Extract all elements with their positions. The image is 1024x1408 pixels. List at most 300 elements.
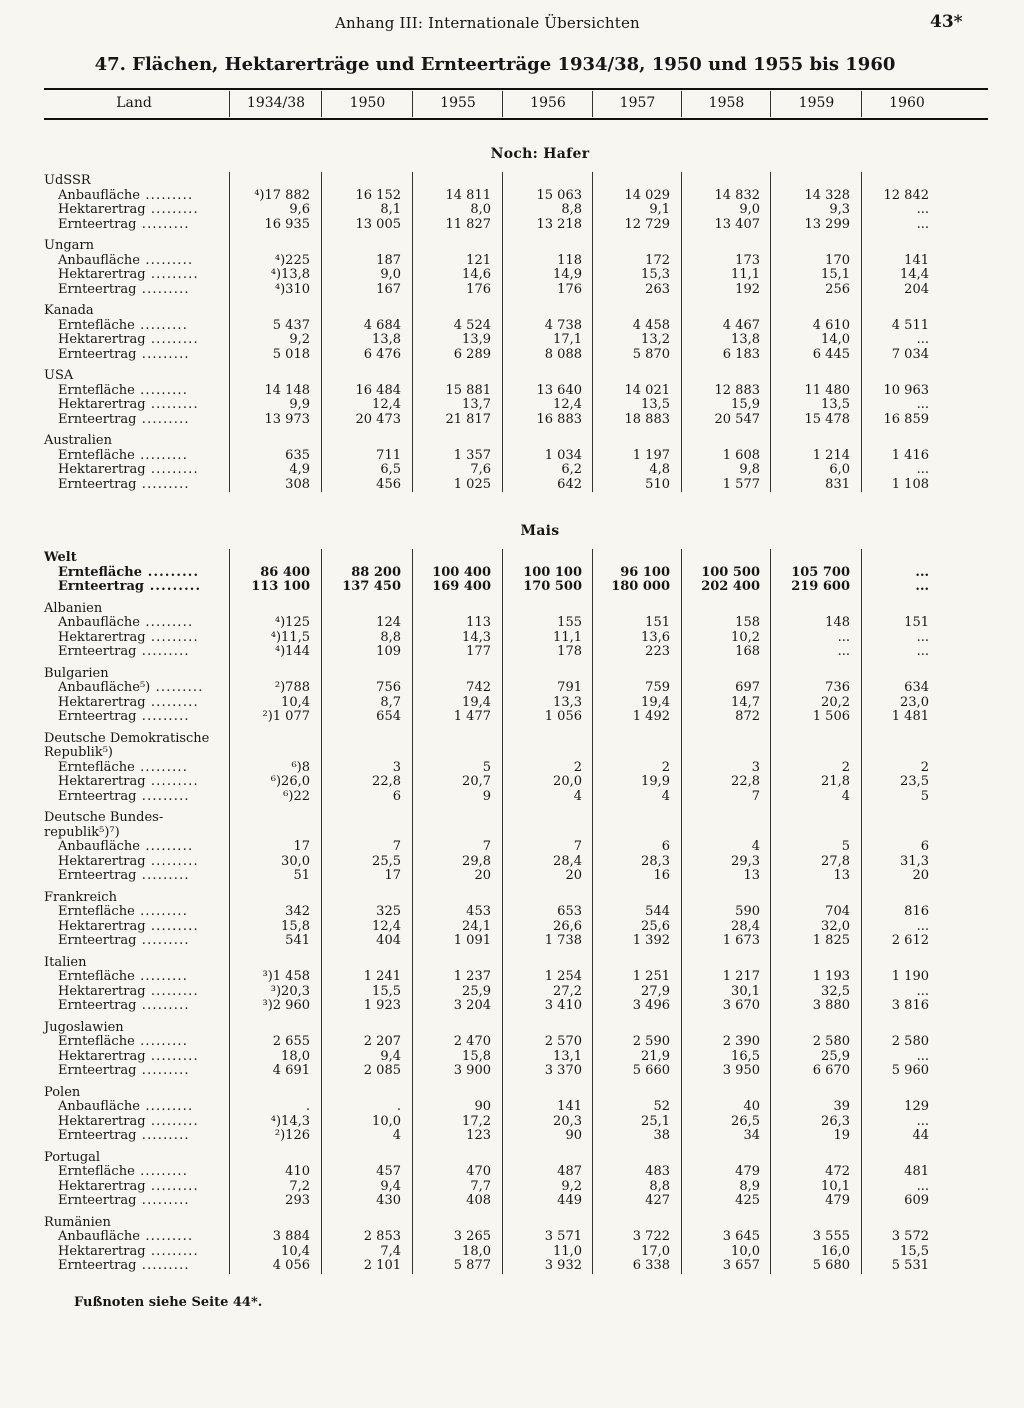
row-label: Ernteertrag ..... [58,283,190,297]
value-cell: 32,5 [821,983,850,999]
value-cell: 27,2 [553,983,582,999]
value-cell: 21,8 [821,774,850,789]
value-cell: 8,7 [380,694,401,710]
value-cell: 457 [376,1164,401,1179]
value-cell: 16 [653,868,670,883]
value-cell: 13,8 [731,332,760,347]
value-cell: 14,9 [553,267,582,282]
value-cell: 180 000 [611,579,670,594]
value-cell: 7,6 [470,462,491,477]
table-row [0,348,1024,362]
value-cell: 13,1 [553,1048,582,1064]
value-cell: 15,5 [372,983,401,999]
value-cell: 187 [376,252,401,268]
value-cell: 1 673 [722,933,760,948]
value-cell: 6 289 [453,346,491,362]
value-cell: 2 612 [891,933,929,948]
row-label: Ernteertrag ..... [58,348,190,362]
value-cell: 22,8 [372,774,401,789]
value-cell: 19,4 [462,694,491,710]
table-row [0,478,1024,492]
value-cell: ... [916,644,929,659]
value-cell: 137 450 [342,579,401,594]
country-line [0,239,1024,253]
value-cell: 17 [384,868,401,883]
value-cell: 20,3 [553,1113,582,1129]
value-cell: 3 932 [544,1258,582,1273]
value-cell: 7 [392,839,401,854]
value-cell: 23,5 [900,774,929,789]
value-cell: 872 [735,709,760,724]
value-cell: ... [916,918,929,934]
value-cell: 12 842 [883,187,929,203]
value-cell: 2 207 [363,1034,401,1049]
value-cell: 8,8 [561,202,582,217]
row-label: Hektarertrag ..... [58,631,199,645]
value-cell: 1 738 [544,933,582,948]
value-cell: 5 877 [453,1258,491,1273]
value-cell: 2 [841,759,850,775]
value-cell: 7 [751,788,760,804]
row-label: Erntefläche ..... [58,319,188,333]
value-cell: 13 299 [804,216,850,232]
value-cell: 427 [645,1193,670,1208]
row-label: Hektarertrag ..... [58,1050,199,1064]
table-row [0,333,1024,347]
value-cell: 13,2 [641,332,670,347]
value-cell: 30,0 [281,853,310,869]
value-cell: 483 [645,1164,670,1179]
value-cell: 6 [661,839,670,854]
value-cell: 12,4 [553,397,582,412]
value-cell: 18,0 [281,1048,310,1064]
value-cell: 2 [920,759,929,775]
value-cell: 100 400 [432,564,491,580]
value-cell: 1 056 [544,709,582,724]
table-row [0,1259,1024,1273]
value-cell: 2 853 [363,1229,401,1244]
value-cell: 9 [482,788,491,804]
row-label: Hektarertrag ..... [58,268,199,282]
value-cell: 10,0 [731,1243,760,1259]
value-cell: 20 547 [714,411,760,427]
value-cell: . [305,1099,310,1114]
table-row [0,319,1024,333]
value-cell: ... [916,1113,929,1129]
row-label: Hektarertrag ..... [58,775,199,789]
value-cell: 481 [904,1164,929,1179]
table-row [0,775,1024,789]
value-cell: 5 870 [632,346,670,362]
value-cell: 16,5 [731,1048,760,1064]
value-cell: 13,3 [553,694,582,710]
value-cell: 3 555 [812,1229,850,1244]
row-label: Anbaufläche ..... [58,840,193,854]
value-cell: 425 [735,1193,760,1208]
value-cell: 13 640 [536,382,582,398]
column-header-year: 1950 [349,95,386,111]
value-cell: 3 645 [722,1229,760,1244]
value-cell: 124 [376,615,401,630]
country-name: UdSSR [44,173,91,188]
value-cell: 1 091 [453,933,491,948]
value-cell: 3 204 [453,998,491,1013]
value-cell: 3 496 [632,998,670,1013]
value-cell: 11,1 [553,629,582,645]
value-cell: 168 [735,644,760,659]
value-cell: 6 183 [722,346,760,362]
table-row [0,645,1024,659]
table-row [0,696,1024,710]
value-cell: 10,1 [821,1178,850,1194]
value-cell: 1 217 [722,969,760,984]
section-title: Noch: Hafer [490,146,590,162]
value-cell: 118 [557,252,582,268]
table-row [0,580,1024,594]
table-row [0,413,1024,427]
value-cell: 5 [482,759,491,775]
value-cell: ... [916,332,929,347]
value-cell: 11,1 [731,267,760,282]
value-cell: 100 100 [523,564,582,580]
table-row [0,790,1024,804]
value-cell: 204 [904,281,929,297]
value-cell: 12,4 [372,918,401,934]
value-cell: 167 [376,281,401,297]
table-row [0,1050,1024,1064]
value-cell: 25,6 [641,918,670,934]
value-cell: 4 684 [363,317,401,333]
table-row [0,254,1024,268]
row-label: Erntefläche ..... [58,449,188,463]
value-cell: ⁴)13,8 [270,267,310,282]
row-label: Hektarertrag ..... [58,1245,199,1259]
value-cell: 635 [285,447,310,463]
table-row [0,203,1024,217]
value-cell: ... [916,983,929,999]
value-cell: 7,7 [470,1178,491,1194]
value-cell: 634 [904,680,929,695]
value-cell: 20 [474,868,491,883]
table-row [0,970,1024,984]
value-cell: 25,9 [821,1048,850,1064]
value-cell: 25,9 [462,983,491,999]
value-cell: 12 729 [624,216,670,232]
value-cell: 177 [466,644,491,659]
value-cell: 10,4 [281,1243,310,1259]
column-header-year: 1958 [708,95,745,111]
value-cell: ... [916,216,929,232]
header-divider [681,91,682,117]
value-cell: 4 056 [272,1258,310,1273]
row-label: Hektarertrag ..... [58,855,199,869]
value-cell: 10 963 [883,382,929,398]
country-name-continued: republik⁵)⁷) [44,824,120,840]
row-label: Hektarertrag ..... [58,203,199,217]
value-cell: 7,4 [380,1243,401,1259]
header-divider [321,91,322,117]
country-line [0,1151,1024,1165]
value-cell: 4 610 [812,317,850,333]
table-row [0,631,1024,645]
value-cell: 11 480 [804,382,850,398]
value-cell: 1 923 [363,998,401,1013]
value-cell: 3 657 [722,1258,760,1273]
value-cell: 510 [645,476,670,492]
value-cell: 5 018 [272,346,310,362]
column-header-year: 1934/38 [246,95,306,111]
value-cell: 25,5 [372,853,401,869]
row-label: Ernteertrag ..... [58,1194,190,1208]
value-cell: 96 100 [620,564,670,580]
row-label: Ernteertrag ..... [58,1064,190,1078]
row-label: Anbaufläche ..... [58,254,193,268]
value-cell: 16 484 [355,382,401,398]
value-cell: 1 193 [812,969,850,984]
value-cell: 5 [920,788,929,804]
value-cell: 1 254 [544,969,582,984]
value-cell: ⁴)14,3 [270,1113,310,1129]
value-cell: 13 973 [264,411,310,427]
table-row [0,218,1024,232]
value-cell: 3 900 [453,1063,491,1078]
footnote-reference: Fußnoten siehe Seite 44*. [74,1295,263,1310]
value-cell: 541 [285,933,310,948]
value-cell: 25,1 [641,1113,670,1129]
value-cell: 13,6 [641,629,670,645]
value-cell: . [396,1099,401,1114]
value-cell: 3 880 [812,998,850,1013]
value-cell: 6 338 [632,1258,670,1273]
value-cell: 4 [661,788,670,804]
value-cell: 22,8 [731,774,760,789]
table-row [0,920,1024,934]
table-row [0,1230,1024,1244]
row-label: Ernteertrag ..... [58,934,190,948]
value-cell: 544 [645,904,670,919]
value-cell: 151 [904,615,929,630]
value-cell: 14 021 [624,382,670,398]
country-name: Welt [44,550,77,565]
value-cell: 28,4 [553,853,582,869]
row-label: Ernteertrag ..... [58,790,190,804]
value-cell: 9,2 [289,332,310,347]
value-cell: 170 [825,252,850,268]
country-name: Polen [44,1084,81,1100]
value-cell: 4,8 [649,462,670,477]
table-row [0,1245,1024,1259]
country-line [0,304,1024,318]
value-cell: 2 580 [812,1034,850,1049]
value-cell: 453 [466,904,491,919]
country-name: Albanien [44,600,103,616]
value-cell: ... [916,397,929,412]
value-cell: ... [837,644,850,659]
value-cell: 2 590 [632,1034,670,1049]
row-label: Erntefläche ..... [58,1165,188,1179]
value-cell: 20 [565,868,582,883]
value-cell: 256 [825,281,850,297]
country-line [0,1216,1024,1230]
value-cell: 3 572 [891,1229,929,1244]
value-cell: ⁴)144 [274,644,310,659]
row-label: Erntefläche ..... [58,566,199,580]
value-cell: 1 357 [453,447,491,463]
value-cell: 8,8 [649,1178,670,1194]
value-cell: 15 881 [445,382,491,398]
value-cell: 14,7 [731,694,760,710]
value-cell: 151 [645,615,670,630]
value-cell: 6 [920,839,929,854]
value-cell: 40 [743,1099,760,1114]
value-cell: 13,5 [641,397,670,412]
value-cell: 27,9 [641,983,670,999]
value-cell: ²)126 [274,1128,310,1143]
value-cell: 52 [653,1099,670,1114]
table-row [0,1035,1024,1049]
value-cell: 8,9 [739,1178,760,1194]
value-cell: 16 935 [264,216,310,232]
value-cell: 3 265 [453,1229,491,1244]
country-name: Rumänien [44,1214,111,1230]
value-cell: 14 029 [624,187,670,203]
value-cell: ²)788 [274,680,310,695]
header-divider [770,91,771,117]
value-cell: 13 [833,868,850,883]
value-cell: ... [916,1048,929,1064]
value-cell: 9,6 [289,202,310,217]
row-label: Hektarertrag ..... [58,1180,199,1194]
value-cell: 88 200 [351,564,401,580]
value-cell: 29,3 [731,853,760,869]
table-row [0,999,1024,1013]
value-cell: 21,9 [641,1048,670,1064]
table-row [0,681,1024,695]
value-cell: 653 [557,904,582,919]
row-label: Ernteertrag ..... [58,869,190,883]
row-label: Ernteertrag ..... [58,478,190,492]
value-cell: 2 570 [544,1034,582,1049]
value-cell: 1 492 [632,709,670,724]
value-cell: 293 [285,1193,310,1208]
value-cell: 16,0 [821,1243,850,1259]
row-label: Ernteertrag ..... [58,1259,190,1273]
row-label: Erntefläche ..... [58,970,188,984]
value-cell: 192 [735,281,760,297]
value-cell: 202 400 [701,579,760,594]
value-cell: 20,0 [553,774,582,789]
header-divider [861,91,862,117]
country-line [0,732,1024,746]
country-line [0,602,1024,616]
value-cell: 2 101 [363,1258,401,1273]
value-cell: 470 [466,1164,491,1179]
value-cell: 9,4 [380,1048,401,1064]
value-cell: 18 883 [624,411,670,427]
value-cell: 14,4 [900,267,929,282]
value-cell: 19,9 [641,774,670,789]
value-cell: 9,8 [739,462,760,477]
value-cell: 1 214 [812,447,850,463]
table-row [0,449,1024,463]
value-cell: 13 [743,868,760,883]
row-label: Ernteertrag ..... [58,580,201,594]
value-cell: 3 [392,759,401,775]
value-cell: 14,0 [821,332,850,347]
value-cell: ⁴)225 [274,252,310,268]
value-cell: 479 [825,1193,850,1208]
value-cell: 742 [466,680,491,695]
value-cell: 11,0 [553,1243,582,1259]
table-row [0,855,1024,869]
value-cell: 15,8 [462,1048,491,1064]
value-cell: 176 [466,281,491,297]
value-cell: 4 467 [722,317,760,333]
value-cell: 11 827 [445,216,491,232]
column-header-year: 1957 [619,95,656,111]
value-cell: 3 884 [272,1229,310,1244]
value-cell: ... [915,579,929,594]
table-row [0,934,1024,948]
value-cell: 4 691 [272,1063,310,1078]
country-name: Italien [44,954,87,970]
value-cell: ... [915,564,929,580]
value-cell: 17 [293,839,310,854]
row-label: Anbaufläche ..... [58,189,193,203]
value-cell: 141 [904,252,929,268]
value-cell: 404 [376,933,401,948]
value-cell: 15,3 [641,267,670,282]
table-header-rule [44,118,988,120]
value-cell: 3 950 [722,1063,760,1078]
value-cell: 8,1 [380,202,401,217]
value-cell: 20,2 [821,694,850,710]
value-cell: 3 816 [891,998,929,1013]
column-header-year: 1955 [440,95,476,111]
value-cell: 39 [833,1099,850,1114]
value-cell: 17,2 [462,1113,491,1129]
value-cell: 26,3 [821,1113,850,1129]
country-line [0,1086,1024,1100]
column-header-year: 1960 [889,95,925,111]
country-line [0,551,1024,565]
value-cell: 26,5 [731,1113,760,1129]
value-cell: 12 883 [714,382,760,398]
country-line [0,891,1024,905]
value-cell: 15,8 [281,918,310,934]
value-cell: 16 859 [883,411,929,427]
value-cell: 14,6 [462,267,491,282]
value-cell: ⁶)26,0 [270,774,310,789]
value-cell: 14 832 [714,187,760,203]
country-name: Frankreich [44,889,117,905]
row-label: Ernteertrag ..... [58,999,190,1013]
country-line [0,811,1024,825]
table-row [0,869,1024,883]
value-cell: 6,2 [561,462,582,477]
row-label: Ernteertrag ..... [58,413,190,427]
value-cell: ... [837,629,850,645]
country-name: Australien [44,433,113,448]
value-cell: 711 [376,447,401,463]
country-line [0,746,1024,760]
value-cell: 13,5 [821,397,850,412]
value-cell: 28,3 [641,853,670,869]
value-cell: 23,0 [900,694,929,710]
value-cell: 9,1 [649,202,670,217]
column-header-year: 1959 [798,95,835,111]
value-cell: 141 [557,1099,582,1114]
